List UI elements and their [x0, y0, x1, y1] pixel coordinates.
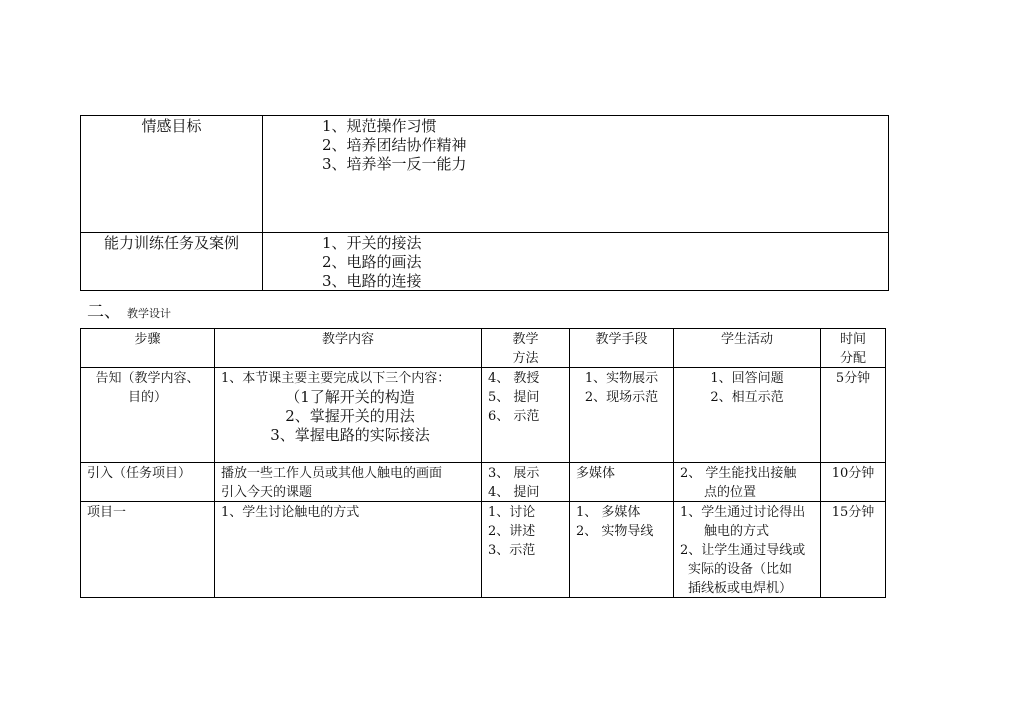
method-line: 3、 展示 — [488, 466, 540, 481]
header-time-line: 时间 — [839, 332, 866, 347]
content-line: 引入今天的课题 — [221, 485, 313, 500]
table-border — [888, 115, 889, 291]
content-line: 2、掌握开关的用法 — [285, 407, 415, 425]
goal-item: 1、规范操作习惯 — [322, 117, 437, 135]
section-title: 教学设计 — [127, 307, 171, 320]
activity-line: 实际的设备（比如 — [688, 562, 793, 577]
table-border — [885, 328, 886, 598]
means-line: 多媒体 — [576, 466, 616, 481]
goal-items — [322, 117, 467, 174]
content-cell — [221, 369, 479, 445]
means-line: 1、 多媒体 — [576, 505, 641, 520]
step-cell: 项目一 — [87, 505, 127, 520]
activity-cell — [674, 369, 820, 407]
content-line: 播放一些工作人员或其他人触电的画面 — [221, 466, 443, 481]
table-border — [481, 328, 482, 598]
header-method — [482, 330, 569, 368]
goal-item: 3、电路的连接 — [322, 272, 422, 290]
activity-cell — [680, 503, 805, 598]
means-line: 2、 实物导线 — [576, 524, 654, 539]
time-cell: 5分钟 — [835, 371, 871, 386]
activity-line: 1、学生通过讨论得出 — [680, 505, 806, 520]
step-line: 告知（教学内容、 — [95, 371, 200, 386]
section-heading — [87, 297, 171, 322]
activity-line: 1、回答问题 — [710, 371, 784, 386]
table-border — [80, 328, 886, 329]
activity-line: 2、让学生通过导线或 — [680, 543, 806, 558]
table-border — [80, 290, 889, 291]
header-time — [821, 330, 885, 368]
header-activity: 学生活动 — [720, 332, 773, 347]
header-content: 教学内容 — [321, 332, 374, 347]
goal-item: 3、培养举一反一能力 — [322, 155, 467, 173]
table-border — [80, 462, 886, 463]
method-line: 4、 提问 — [488, 485, 540, 500]
method-line: 2、讲述 — [488, 524, 536, 539]
content-line: 1、学生讨论触电的方式 — [221, 505, 360, 520]
goal-label: 能力训练任务及案例 — [103, 234, 239, 252]
goal-label: 情感目标 — [141, 117, 202, 135]
table-border — [80, 115, 889, 116]
table-border — [214, 328, 215, 598]
method-cell — [488, 369, 539, 426]
header-step: 步骤 — [134, 332, 161, 347]
activity-line: 触电的方式 — [704, 524, 770, 539]
time-cell: 15分钟 — [831, 505, 875, 520]
header-method-line: 方法 — [512, 351, 539, 366]
table-border — [80, 115, 81, 291]
header-means: 教学手段 — [595, 332, 648, 347]
goal-item: 2、培养团结协作精神 — [322, 136, 467, 154]
header-method-line: 教学 — [512, 332, 539, 347]
means-cell — [576, 503, 653, 541]
step-cell — [81, 369, 214, 407]
content-line: 1、本节课主要主要完成以下三个内容： — [221, 371, 451, 386]
step-line: 目的） — [127, 390, 167, 405]
content-cell — [221, 464, 442, 502]
method-cell — [488, 503, 535, 560]
goal-items — [322, 234, 422, 291]
method-line: 5、 提问 — [488, 390, 540, 405]
means-cell — [576, 464, 615, 483]
goal-item: 2、电路的画法 — [322, 253, 422, 271]
means-cell — [570, 369, 673, 407]
table-border — [262, 115, 263, 291]
activity-line: 2、相互示范 — [710, 390, 784, 405]
step-cell: 引入（任务项目） — [87, 466, 192, 481]
means-line: 2、现场示范 — [584, 390, 659, 405]
goal-item: 1、开关的接法 — [322, 234, 422, 252]
content-cell — [221, 503, 359, 522]
activity-cell — [680, 464, 796, 502]
method-line: 4、 教授 — [488, 371, 540, 386]
content-line: （1了解开关的构造 — [285, 388, 415, 406]
method-line: 3、示范 — [488, 543, 536, 558]
method-line: 6、 示范 — [488, 409, 540, 424]
method-cell — [488, 464, 539, 502]
header-time-line: 分配 — [839, 351, 866, 366]
content-line: 3、掌握电路的实际接法 — [270, 426, 430, 444]
table-border — [80, 232, 889, 233]
activity-line: 插线板或电焊机） — [688, 581, 793, 596]
method-line: 1、讨论 — [488, 505, 536, 520]
means-line: 1、实物展示 — [584, 371, 659, 386]
time-cell: 10分钟 — [831, 466, 875, 481]
activity-line: 2、 学生能找出接触 — [680, 466, 797, 481]
activity-line: 点的位置 — [704, 485, 757, 500]
section-number: 二、 — [87, 302, 121, 322]
